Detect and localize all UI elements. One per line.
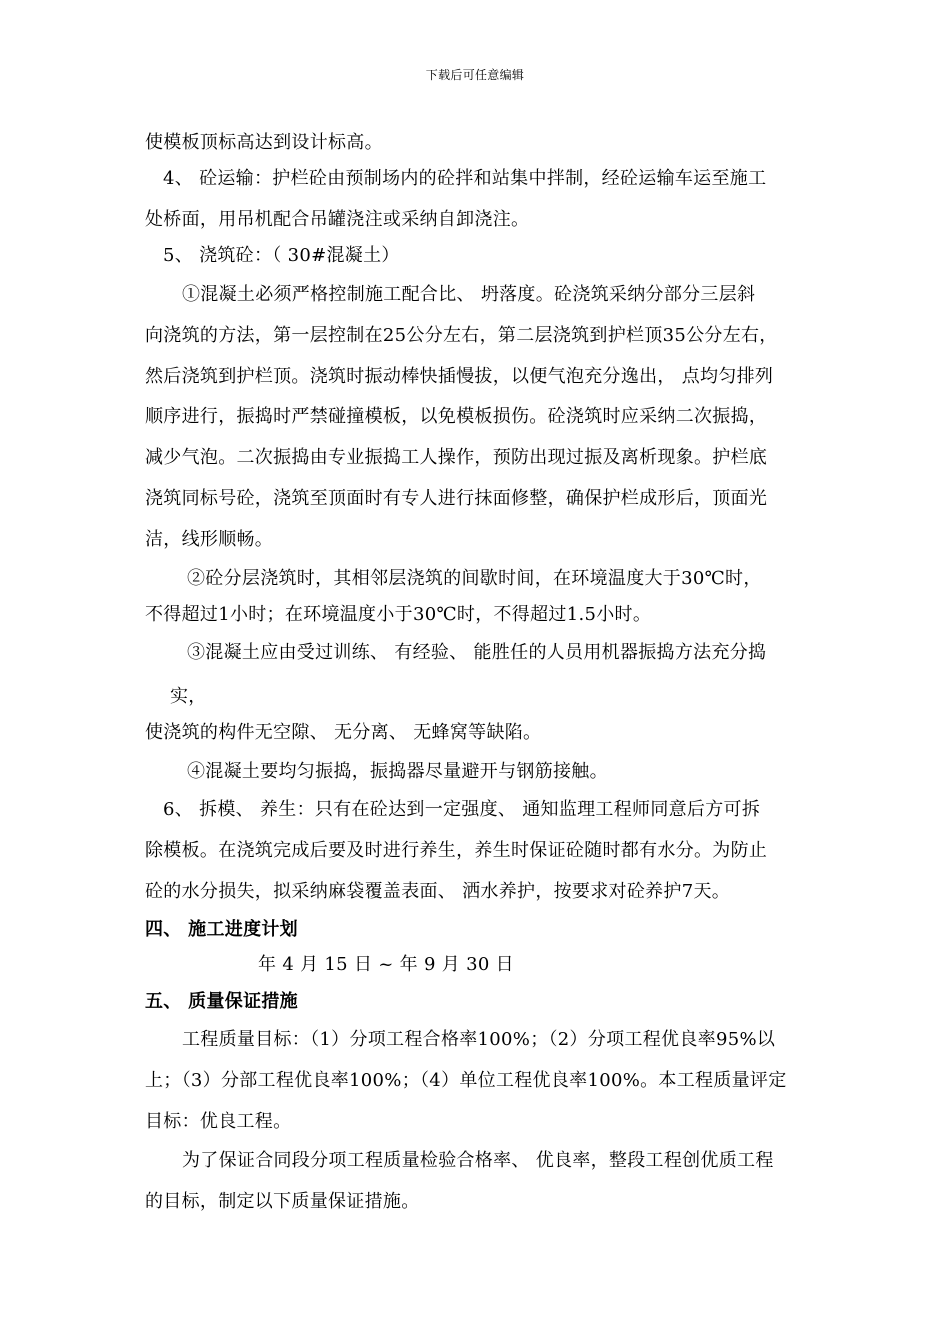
text-line: 除模板。在浇筑完成后要及时进行养生，养生时保证砼随时都有水分。为防止 [145, 840, 768, 861]
text-line: 6、 拆模、 养生：只有在砼达到一定强度、 通知监理工程师同意后方可拆 [163, 799, 761, 820]
text-line: 实， [170, 686, 207, 707]
text-line: 使模板顶标高达到设计标高。 [145, 132, 383, 153]
text-line: 为了保证合同段分项工程质量检验合格率、 优良率，整段工程创优质工程 [182, 1150, 774, 1171]
text-line: 使浇筑的构件无空隙、 无分离、 无蜂窝等缺陷。 [145, 722, 542, 743]
text-line: 然后浇筑到护栏顶。浇筑时振动棒快插慢拔，以便气泡充分逸出， 点均匀排列 [145, 366, 774, 387]
section-heading: 五、 质量保证措施 [145, 991, 298, 1012]
text-line: 减少气泡。二次振捣由专业振捣工人操作，预防出现过振及离析现象。护栏底 [145, 447, 768, 468]
text-line: 目标：优良工程。 [145, 1111, 292, 1132]
text-line: 工程质量目标：（1）分项工程合格率100%；（2）分项工程优良率95%以 [182, 1029, 776, 1050]
text-line: 洁，线形顺畅。 [145, 529, 274, 550]
section-heading: 四、 施工进度计划 [145, 919, 298, 940]
text-line: 不得超过1小时；在环境温度小于30℃时，不得超过1.5小时。 [145, 604, 652, 625]
text-line: 年 4 月 15 日 ~ 年 9 月 30 日 [258, 954, 514, 975]
text-line: ①混凝土必须严格控制施工配合比、 坍落度。砼浇筑采纳分部分三层斜 [182, 284, 756, 305]
text-line: 上；（3）分部工程优良率100%；（4）单位工程优良率100%。本工程质量评定 [145, 1070, 787, 1091]
text-line: 4、 砼运输：护栏砼由预制场内的砼拌和站集中拌制，经砼运输车运至施工 [163, 168, 767, 189]
text-line: 的目标，制定以下质量保证措施。 [145, 1191, 420, 1212]
page-header: 下载后可任意编辑 [425, 68, 525, 82]
text-line: 处桥面，用吊机配合吊罐浇注或采纳自卸浇注。 [145, 209, 530, 230]
text-line: ②砼分层浇筑时，其相邻层浇筑的间歇时间，在环境温度大于30℃时， [187, 568, 762, 589]
text-line: 5、 浇筑砼：（ 30#混凝土） [163, 245, 400, 266]
text-line: ④混凝土要均匀振捣，振捣器尽量避开与钢筋接触。 [187, 761, 608, 782]
text-line: ③混凝土应由受过训练、 有经验、 能胜任的人员用机器振捣方法充分捣 [187, 642, 767, 663]
text-line: 向浇筑的方法，第一层控制在25公分左右，第二层浇筑到护栏顶35公分左右， [145, 325, 778, 346]
text-line: 砼的水分损失，拟采纳麻袋覆盖表面、 洒水养护，按要求对砼养护7天。 [145, 881, 731, 902]
text-line: 浇筑同标号砼，浇筑至顶面时有专人进行抹面修整，确保护栏成形后，顶面光 [145, 488, 768, 509]
text-line: 顺序进行，振捣时严禁碰撞模板，以免模板损伤。砼浇筑时应采纳二次振捣， [145, 406, 768, 427]
